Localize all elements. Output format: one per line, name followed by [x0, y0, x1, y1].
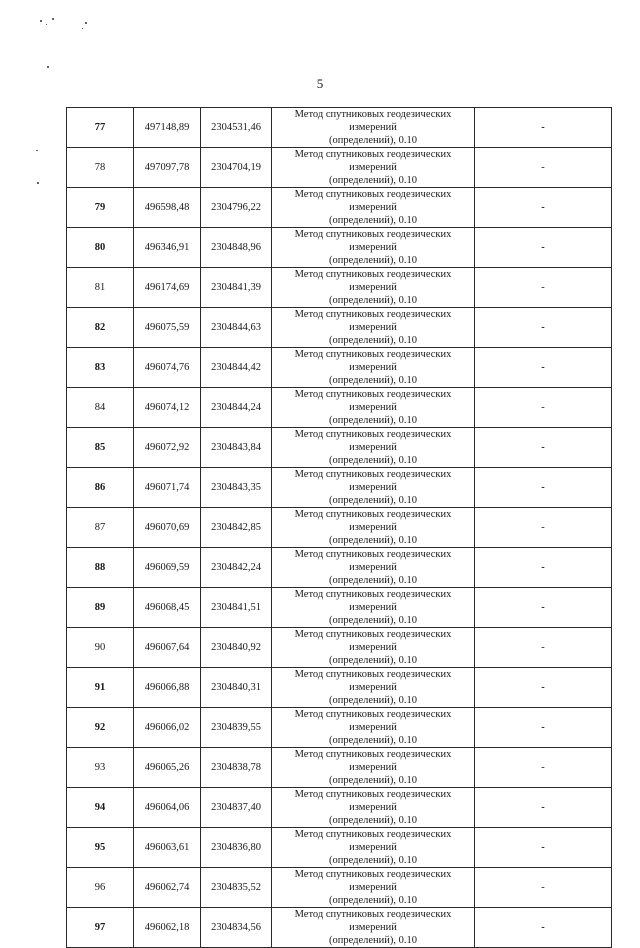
table-row	[67, 428, 612, 468]
point-number-cell: 80	[67, 228, 134, 268]
x-coordinate-cell: 496066,02	[134, 708, 201, 748]
method-line-1: Метод спутниковых геодезических измерений	[294, 349, 452, 373]
accuracy-cell: -	[475, 828, 612, 868]
method-line-1: Метод спутниковых геодезических измерений	[294, 109, 452, 133]
method-cell	[272, 588, 475, 628]
method-line-1: Метод спутниковых геодезических измерений	[294, 469, 452, 493]
y-coordinate-cell: 2304834,56	[201, 908, 272, 948]
x-coordinate-cell: 496072,92	[134, 428, 201, 468]
table-row	[67, 708, 612, 748]
method-cell	[272, 868, 475, 908]
point-number-cell: 78	[67, 148, 134, 188]
coordinates-table	[66, 107, 612, 948]
point-number-cell: 97	[67, 908, 134, 948]
method-line-2: (определений), 0.10	[328, 215, 418, 226]
method-line-2: (определений), 0.10	[328, 535, 418, 546]
method-line-2: (определений), 0.10	[328, 175, 418, 186]
method-cell	[272, 188, 475, 228]
y-coordinate-cell: 2304840,31	[201, 668, 272, 708]
method-line-2: (определений), 0.10	[328, 775, 418, 786]
scan-speck	[52, 18, 54, 20]
method-line-1: Метод спутниковых геодезических измерений	[294, 829, 452, 853]
table-row	[67, 868, 612, 908]
method-cell	[272, 828, 475, 868]
table-row	[67, 268, 612, 308]
accuracy-cell: -	[475, 268, 612, 308]
point-number-cell: 85	[67, 428, 134, 468]
method-line-2: (определений), 0.10	[328, 335, 418, 346]
x-coordinate-cell: 496174,69	[134, 268, 201, 308]
method-cell	[272, 348, 475, 388]
accuracy-cell: -	[475, 468, 612, 508]
method-line-2: (определений), 0.10	[328, 295, 418, 306]
method-line-2: (определений), 0.10	[328, 615, 418, 626]
accuracy-cell: -	[475, 148, 612, 188]
point-number-cell: 96	[67, 868, 134, 908]
x-coordinate-cell: 496346,91	[134, 228, 201, 268]
x-coordinate-cell: 496598,48	[134, 188, 201, 228]
scan-speck	[37, 182, 39, 184]
accuracy-cell: -	[475, 628, 612, 668]
accuracy-cell: -	[475, 188, 612, 228]
accuracy-cell: -	[475, 308, 612, 348]
accuracy-cell: -	[475, 228, 612, 268]
point-number-cell: 90	[67, 628, 134, 668]
method-line-1: Метод спутниковых геодезических измерений	[294, 669, 452, 693]
method-line-2: (определений), 0.10	[328, 135, 418, 146]
table-row	[67, 348, 612, 388]
table-row	[67, 628, 612, 668]
x-coordinate-cell: 496063,61	[134, 828, 201, 868]
point-number-cell: 92	[67, 708, 134, 748]
x-coordinate-cell: 496067,64	[134, 628, 201, 668]
x-coordinate-cell: 497148,89	[134, 108, 201, 148]
scan-speck	[40, 20, 42, 22]
y-coordinate-cell: 2304840,92	[201, 628, 272, 668]
accuracy-cell: -	[475, 788, 612, 828]
y-coordinate-cell: 2304844,42	[201, 348, 272, 388]
method-line-1: Метод спутниковых геодезических измерений	[294, 509, 452, 533]
x-coordinate-cell: 496074,12	[134, 388, 201, 428]
scan-speck	[47, 66, 49, 68]
method-cell	[272, 748, 475, 788]
table-row	[67, 548, 612, 588]
point-number-cell: 81	[67, 268, 134, 308]
table-row	[67, 668, 612, 708]
method-cell	[272, 468, 475, 508]
coordinates-table-body	[67, 108, 612, 948]
table-row	[67, 148, 612, 188]
y-coordinate-cell: 2304842,24	[201, 548, 272, 588]
y-coordinate-cell: 2304841,51	[201, 588, 272, 628]
x-coordinate-cell: 496074,76	[134, 348, 201, 388]
y-coordinate-cell: 2304843,35	[201, 468, 272, 508]
method-line-1: Метод спутниковых геодезических измерений	[294, 389, 452, 413]
method-line-1: Метод спутниковых геодезических измерений	[294, 749, 452, 773]
method-line-2: (определений), 0.10	[328, 495, 418, 506]
accuracy-cell: -	[475, 508, 612, 548]
table-row	[67, 828, 612, 868]
method-line-1: Метод спутниковых геодезических измерений	[294, 309, 452, 333]
table-row	[67, 308, 612, 348]
y-coordinate-cell: 2304704,19	[201, 148, 272, 188]
y-coordinate-cell: 2304796,22	[201, 188, 272, 228]
point-number-cell: 88	[67, 548, 134, 588]
method-cell	[272, 668, 475, 708]
point-number-cell: 86	[67, 468, 134, 508]
x-coordinate-cell: 496070,69	[134, 508, 201, 548]
accuracy-cell: -	[475, 108, 612, 148]
scan-speck	[46, 24, 47, 25]
scan-speck	[82, 28, 83, 29]
accuracy-cell: -	[475, 388, 612, 428]
method-cell	[272, 108, 475, 148]
y-coordinate-cell: 2304848,96	[201, 228, 272, 268]
point-number-cell: 94	[67, 788, 134, 828]
method-line-1: Метод спутниковых геодезических измерений	[294, 269, 452, 293]
method-line-1: Метод спутниковых геодезических измерений	[294, 149, 452, 173]
method-line-1: Метод спутниковых геодезических измерений	[294, 229, 452, 253]
method-line-1: Метод спутниковых геодезических измерений	[294, 869, 452, 893]
method-line-1: Метод спутниковых геодезических измерений	[294, 189, 452, 213]
x-coordinate-cell: 496062,18	[134, 908, 201, 948]
table-row	[67, 228, 612, 268]
method-line-2: (определений), 0.10	[328, 415, 418, 426]
point-number-cell: 77	[67, 108, 134, 148]
x-coordinate-cell: 496064,06	[134, 788, 201, 828]
point-number-cell: 91	[67, 668, 134, 708]
x-coordinate-cell: 496066,88	[134, 668, 201, 708]
point-number-cell: 79	[67, 188, 134, 228]
method-cell	[272, 708, 475, 748]
method-line-2: (определений), 0.10	[328, 935, 418, 946]
method-line-2: (определений), 0.10	[328, 255, 418, 266]
method-line-2: (определений), 0.10	[328, 375, 418, 386]
method-line-2: (определений), 0.10	[328, 855, 418, 866]
accuracy-cell: -	[475, 588, 612, 628]
x-coordinate-cell: 496062,74	[134, 868, 201, 908]
method-cell	[272, 548, 475, 588]
method-cell	[272, 268, 475, 308]
accuracy-cell: -	[475, 708, 612, 748]
x-coordinate-cell: 497097,78	[134, 148, 201, 188]
y-coordinate-cell: 2304839,55	[201, 708, 272, 748]
y-coordinate-cell: 2304836,80	[201, 828, 272, 868]
table-row	[67, 108, 612, 148]
method-line-1: Метод спутниковых геодезических измерений	[294, 709, 452, 733]
method-cell	[272, 788, 475, 828]
y-coordinate-cell: 2304837,40	[201, 788, 272, 828]
accuracy-cell: -	[475, 868, 612, 908]
method-cell	[272, 508, 475, 548]
accuracy-cell: -	[475, 668, 612, 708]
accuracy-cell: -	[475, 748, 612, 788]
accuracy-cell: -	[475, 908, 612, 948]
accuracy-cell: -	[475, 428, 612, 468]
y-coordinate-cell: 2304843,84	[201, 428, 272, 468]
method-cell	[272, 228, 475, 268]
accuracy-cell: -	[475, 548, 612, 588]
method-line-2: (определений), 0.10	[328, 895, 418, 906]
table-row	[67, 788, 612, 828]
method-line-1: Метод спутниковых геодезических измерений	[294, 789, 452, 813]
method-line-2: (определений), 0.10	[328, 695, 418, 706]
method-line-1: Метод спутниковых геодезических измерений	[294, 589, 452, 613]
method-line-2: (определений), 0.10	[328, 735, 418, 746]
method-cell	[272, 388, 475, 428]
method-line-2: (определений), 0.10	[328, 815, 418, 826]
table-row	[67, 588, 612, 628]
point-number-cell: 87	[67, 508, 134, 548]
y-coordinate-cell: 2304844,24	[201, 388, 272, 428]
accuracy-cell: -	[475, 348, 612, 388]
y-coordinate-cell: 2304842,85	[201, 508, 272, 548]
method-cell	[272, 148, 475, 188]
method-cell	[272, 428, 475, 468]
scan-speck	[85, 22, 87, 24]
x-coordinate-cell: 496069,59	[134, 548, 201, 588]
point-number-cell: 95	[67, 828, 134, 868]
table-row	[67, 388, 612, 428]
method-cell	[272, 308, 475, 348]
method-line-1: Метод спутниковых геодезических измерений	[294, 429, 452, 453]
table-row	[67, 468, 612, 508]
method-line-2: (определений), 0.10	[328, 455, 418, 466]
point-number-cell: 89	[67, 588, 134, 628]
table-row	[67, 908, 612, 948]
x-coordinate-cell: 496065,26	[134, 748, 201, 788]
x-coordinate-cell: 496068,45	[134, 588, 201, 628]
method-line-1: Метод спутниковых геодезических измерений	[294, 909, 452, 933]
method-cell	[272, 908, 475, 948]
scan-speck	[36, 150, 38, 151]
method-line-2: (определений), 0.10	[328, 655, 418, 666]
point-number-cell: 83	[67, 348, 134, 388]
y-coordinate-cell: 2304835,52	[201, 868, 272, 908]
y-coordinate-cell: 2304531,46	[201, 108, 272, 148]
x-coordinate-cell: 496075,59	[134, 308, 201, 348]
table-row	[67, 748, 612, 788]
point-number-cell: 93	[67, 748, 134, 788]
point-number-cell: 84	[67, 388, 134, 428]
method-cell	[272, 628, 475, 668]
method-line-1: Метод спутниковых геодезических измерений	[294, 629, 452, 653]
point-number-cell: 82	[67, 308, 134, 348]
page-number: 5	[316, 76, 324, 91]
y-coordinate-cell: 2304841,39	[201, 268, 272, 308]
method-line-1: Метод спутниковых геодезических измерений	[294, 549, 452, 573]
table-row	[67, 188, 612, 228]
y-coordinate-cell: 2304844,63	[201, 308, 272, 348]
method-line-2: (определений), 0.10	[328, 575, 418, 586]
table-row	[67, 508, 612, 548]
y-coordinate-cell: 2304838,78	[201, 748, 272, 788]
x-coordinate-cell: 496071,74	[134, 468, 201, 508]
